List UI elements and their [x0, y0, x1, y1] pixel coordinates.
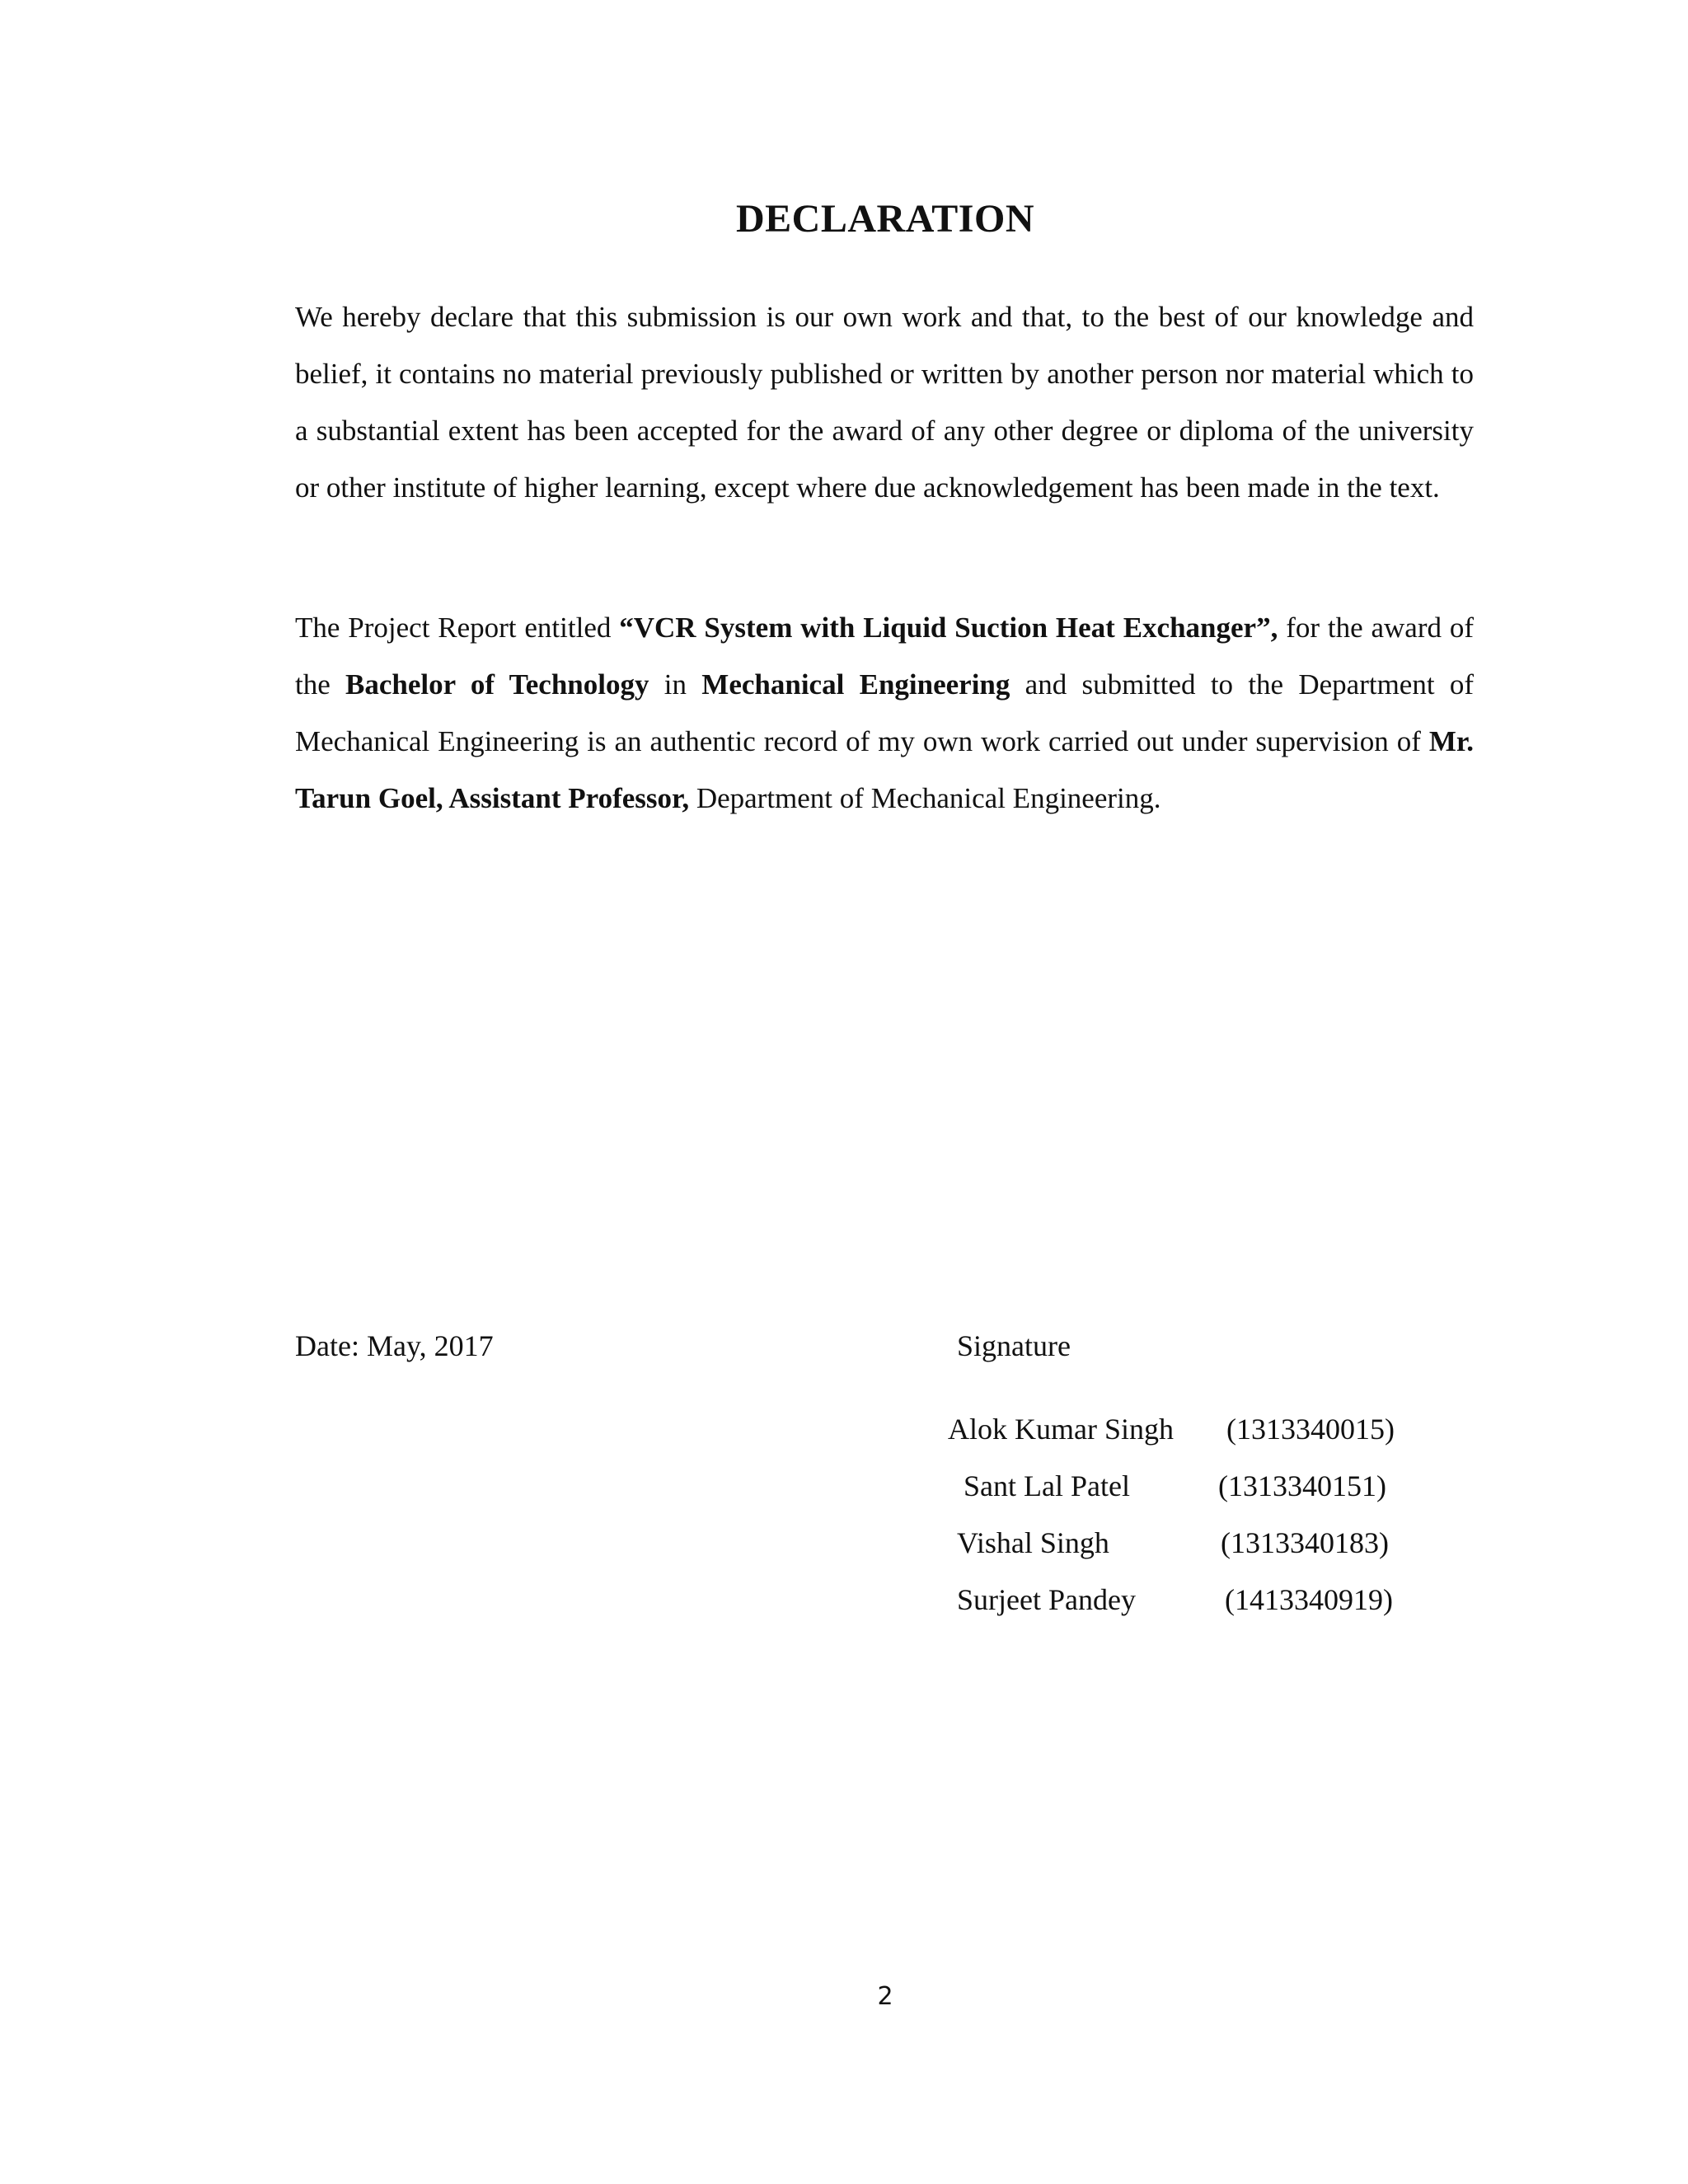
member-name: Alok Kumar Singh [948, 1413, 1174, 1446]
paragraph-text: Department of Mechanical Engineering. [689, 782, 1161, 814]
member-roll-number: (1313340015) [1226, 1413, 1395, 1446]
member-name: Vishal Singh [957, 1526, 1109, 1559]
declaration-paragraph: We hereby declare that this submission is our own work and that, to the best of our knowledge and belief, it contains no material previously published or written by another person nor material which to a substantial extent has been accepted for the award of any other degree or diploma of the university or other institute of higher learning, except where due acknowledgement has been made in the text. [295, 301, 1474, 504]
project-title: “VCR System with Liquid Suction Heat Exchanger”, [619, 612, 1278, 644]
member-name: Surjeet Pandey [957, 1583, 1136, 1616]
paragraph-text: The Project Report entitled [295, 612, 620, 644]
page-number: 2 [877, 1982, 893, 2011]
signature-label: Signature [957, 1329, 1071, 1362]
branch-name: Mechanical Engineering [701, 668, 1010, 701]
submission-date: Date: May, 2017 [295, 1329, 494, 1362]
member-roll-number: (1313340183) [1221, 1526, 1389, 1559]
paragraph-text: for the award of the [295, 612, 1474, 701]
page-title: DECLARATION [736, 197, 1034, 241]
project-paragraph [295, 599, 1474, 827]
degree-name: Bachelor of Technology [345, 668, 649, 701]
member-roll-number: (1413340919) [1225, 1583, 1393, 1616]
supervisor-name: Mr. Tarun Goel, Assistant Professor, [295, 725, 1474, 814]
paragraph-text: and submitted to the Department of Mechanical Engineering is an authentic record of my own work carried out under supervision of [295, 668, 1475, 757]
member-name: Sant Lal Patel [964, 1469, 1130, 1502]
paragraph-text: in [649, 668, 702, 701]
member-roll-number: (1313340151) [1218, 1469, 1386, 1502]
